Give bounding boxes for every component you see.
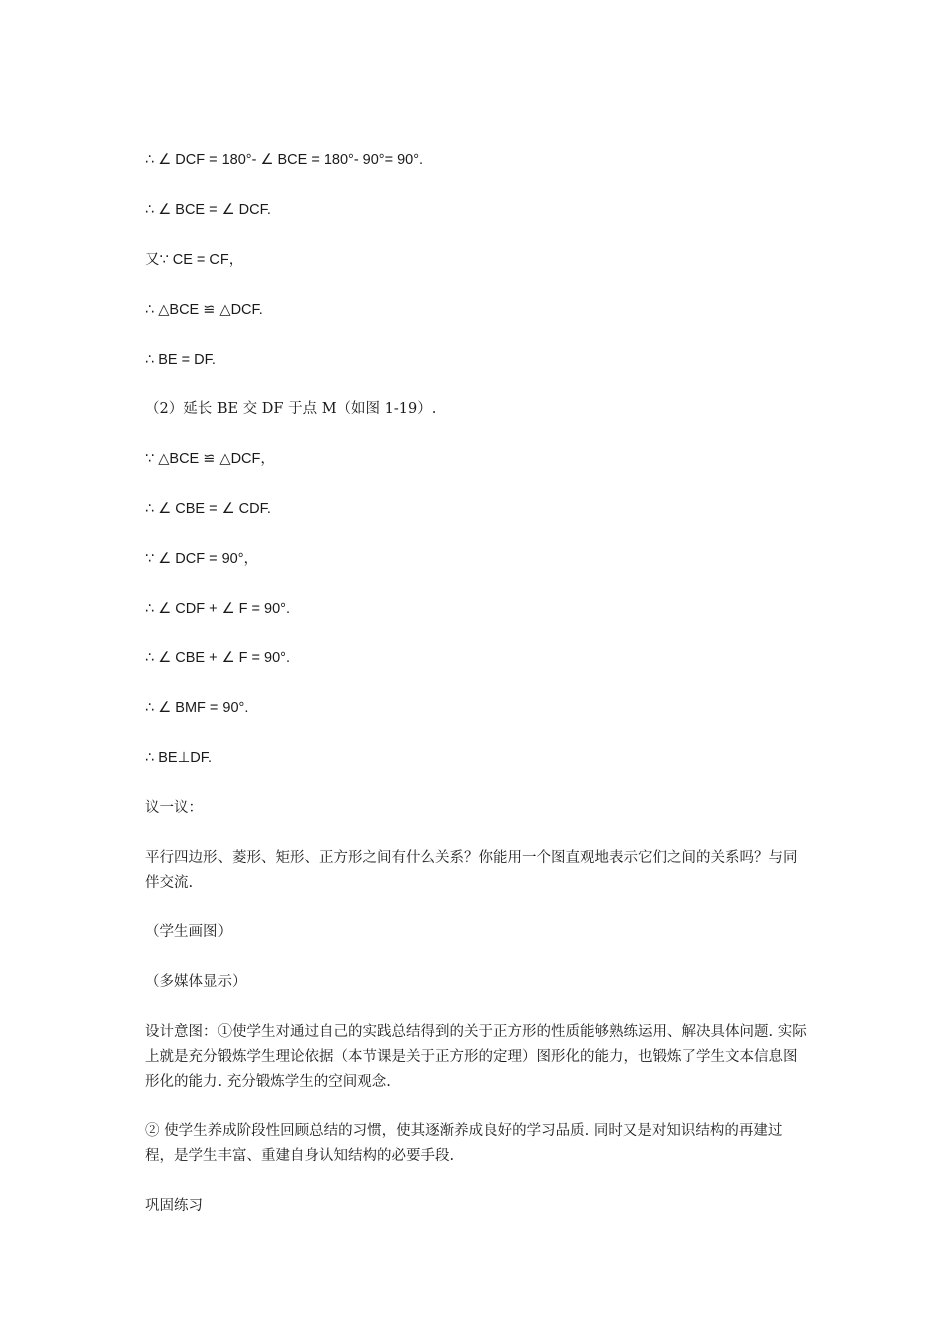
proof-line-5: ∴ BE = DF.	[145, 352, 216, 368]
proof-line-6: ∵ △BCE ≌ △DCF，	[145, 451, 275, 467]
proof-line-12: ∴ BE⊥DF.	[145, 750, 212, 766]
consolidation-exercise-heading: 巩固练习	[145, 1198, 203, 1214]
discussion-question: 平行四边形、菱形、矩形、正方形之间有什么关系？你能用一个图直观地表示它们之间的关系吗？与同伴交流.	[145, 850, 798, 891]
proof-line-2: ∴ ∠ BCE = ∠ DCF.	[145, 202, 271, 218]
student-drawing-note: （学生画图）	[145, 924, 232, 940]
proof-line-3: 又∵ CE = CF，	[145, 252, 244, 268]
proof-part-2-heading: （2）延长 BE 交 DF 于点 M（如图 1-19）.	[145, 401, 437, 417]
design-intent-point-2: ② 使学生养成阶段性回顾总结的习惯，使其逐渐养成良好的学习品质. 同时又是对知识结构的再建过程，是学生丰富、重建自身认知结构的必要手段.	[145, 1123, 783, 1164]
proof-line-8: ∵ ∠ DCF = 90°，	[145, 551, 259, 567]
multimedia-note: （多媒体显示）	[145, 974, 247, 990]
discussion-heading: 议一议：	[145, 800, 203, 816]
proof-line-11: ∴ ∠ BMF = 90°.	[145, 700, 249, 716]
proof-line-1: ∴ ∠ DCF = 180°- ∠ BCE = 180°- 90°= 90°.	[145, 152, 424, 168]
design-intent-paragraph: 设计意图：①使学生对通过自己的实践总结得到的关于正方形的性质能够熟练运用、解决具体问题. 实际上就是充分锻炼学生理论依据（本节课是关于正方形的定理）图形化的能力，也锻炼了学生文本信息图形化的能力. 充分锻炼学生的空间观念.	[145, 1024, 807, 1090]
proof-line-9: ∴ ∠ CDF + ∠ F = 90°.	[145, 601, 290, 617]
proof-line-4: ∴ △BCE ≌ △DCF.	[145, 302, 263, 318]
proof-line-10: ∴ ∠ CBE + ∠ F = 90°.	[145, 650, 290, 666]
proof-line-7: ∴ ∠ CBE = ∠ CDF.	[145, 501, 271, 517]
